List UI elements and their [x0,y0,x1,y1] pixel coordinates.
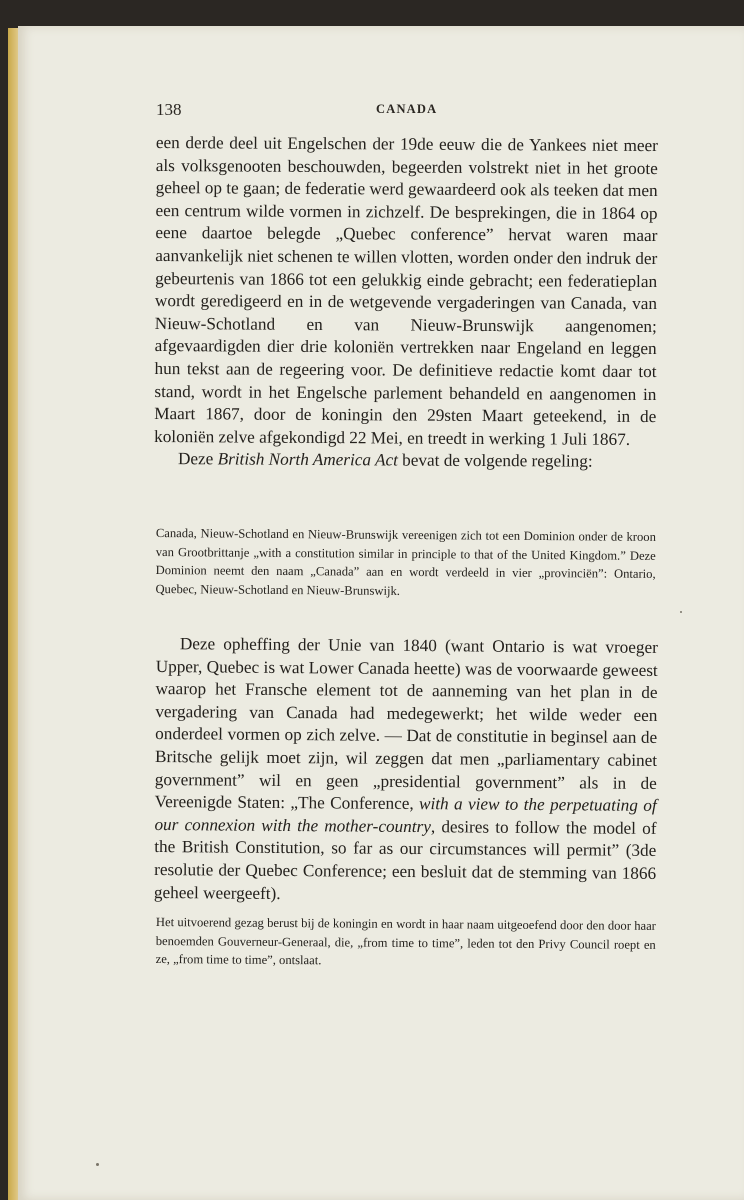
dust-speck [96,1163,99,1166]
dust-speck [680,611,682,613]
paragraph-3-before: Deze opheffing der Unie van 1840 (want Ontario is wat vroeger Upper, Quebec is wat Lower Canada heette) was de voorwaarde geweest waarop het Fransche element tot de aanneming van het plan in de vergadering van Canada had medegewerkt; het wilde weder een onderdeel vormen op zich zelve. — Dat de constitutie in beginsel aan de Britsche gelijk moet zijn, wil zeggen dat men „parliamentary cabinet government” wil en geen „presidential government” als in de Vereenigde Staten: „The Conference, [154,634,658,814]
paragraph-2-italic: British North America Act [217,449,398,470]
paragraph-2-after: bevat de volgende regeling: [397,450,593,471]
second-text-block [154,633,658,908]
indented-quote-1: Canada, Nieuw-Schotland en Nieuw-Brunswijk vereenigen zich tot een Dominion onder de kroon van Grootbrittanje „with a constitution similar in principle to that of the United Kingdom.” Deze Dominion neemt den naam „Canada” aan en wordt verdeeld in vier „provinciën”: Ontario, Quebec, Nieuw-Schotland en Nieuw-Brunswijk. [155,525,656,598]
paragraph-3 [154,633,658,908]
paragraph-2-before: Deze [177,449,218,469]
page-number: 138 [156,100,182,119]
running-title: CANADA [376,102,438,116]
running-header [156,100,656,120]
indented-quote-2: Het uitvoerend gezag berust bij de koningin en wordt in haar naam uitgeoefend door den door haar benoemden Gouverneur-Generaal, die, „from time to time”, leden tot den Privy Council roept en ze, „from time to time”, ontslaat. [155,914,656,968]
paragraph-1: een derde deel uit Engelschen der 19de eeuw die de Yankees niet meer als volksgenooten beschouwden, begeerden volstrekt niet in het groote geheel op te gaan; de federatie werd gewaardeerd ook als teeken dat men een centrum wilde vormen in zichzelf. De besprekingen, die in 1864 op eene daartoe belegde „Quebec conference” hervat waren maar aanvankelijk niet schenen te willen vlotten, worden onder den indruk der gebeurtenis van 1866 tot een gelukkig einde gebracht; een federatieplan wordt geredigeerd en in de wetgevende vergaderingen van Canada, van Nieuw-Schotland en van Nieuw-Brunswijk aangenomen; afgevaardigden dier drie koloniën vertrekken naar Engeland en leggen hun tekst aan de regeering voor. De definitieve redactie komt daar tot stand, wordt in het Engelsche parlement behandeld en aangenomen in Maart 1867, door de koningin den 29sten Maart geteekend, in de koloniën zelve afgekondigd 22 Mei, en treedt in werking 1 Juli 1867. [154,132,658,449]
main-text-block [154,132,658,474]
paragraph-3-after: , desires to follow the model of the British Constitution, so far as our circumstances will permit” (3de resolutie der Quebec Conference; een besluit dat de stemming van 1866 geheel weergeeft). [153,816,657,903]
paragraph-3-italic: with a view to the perpetuating of our connexion with the mother-country [154,794,657,836]
paragraph-2 [154,448,656,474]
